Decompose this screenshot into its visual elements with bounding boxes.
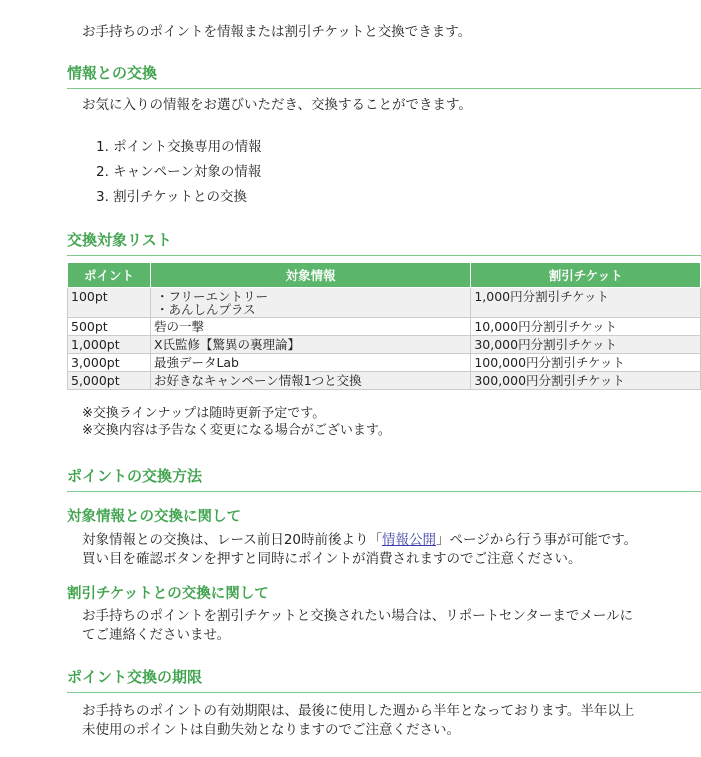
ticket-exchange-subheading: 割引チケットとの交換に関して [67, 586, 269, 602]
cell-ticket: 1,000円分割引チケット [471, 288, 701, 318]
paragraph-line: 買い目を確認ボタンを押すと同時にポイントが消費されますのでご注意ください。 [82, 551, 582, 567]
paragraph-line: お手持ちのポイントの有効期限は、最後に使用した週から半年となっております。半年以上 [82, 703, 635, 719]
exchange-list-heading: 交換対象リスト [67, 229, 701, 256]
cell-info [150, 288, 470, 318]
info-exchange-subheading: 対象情報との交換に関して [67, 509, 241, 525]
note-line: ※交換内容は予告なく変更になる場合がございます。 [82, 423, 391, 438]
note-line: ※交換ラインナップは随時更新予定です。 [82, 406, 326, 421]
ticket-exchange-paragraph [82, 607, 692, 645]
table-header-row [68, 263, 701, 288]
info-exchange-heading: 情報との交換 [67, 62, 701, 89]
paragraph-line: 未使用のポイントは自動失効となりますのでご注意ください。 [82, 722, 460, 738]
exchange-table [67, 262, 701, 390]
cell-points: 1,000pt [68, 336, 151, 354]
cell-info: 砦の一撃 [150, 318, 470, 336]
info-release-link[interactable]: 情報公開 [382, 532, 437, 548]
exchange-notes [82, 405, 391, 439]
info-exchange-paragraph [82, 531, 692, 569]
cell-info: X氏監修【驚異の裏理論】 [150, 336, 470, 354]
cell-points: 500pt [68, 318, 151, 336]
cell-ticket: 30,000円分割引チケット [471, 336, 701, 354]
column-header-ticket: 割引チケット [471, 263, 701, 288]
method-heading: ポイントの交換方法 [67, 465, 701, 492]
table-row [68, 318, 701, 336]
text-after-link: 」ページから行う事が可能です。 [436, 532, 638, 548]
expiry-paragraph [82, 702, 692, 740]
list-item: 3. 割引チケットとの交換 [96, 189, 247, 205]
table-row [68, 372, 701, 390]
expiry-heading: ポイント交換の期限 [67, 666, 701, 693]
info-line: ・フリーエントリー [155, 289, 268, 304]
cell-info: 最強データLab [150, 354, 470, 372]
cell-points: 100pt [68, 288, 151, 318]
cell-ticket: 100,000円分割引チケット [471, 354, 701, 372]
cell-info: お好きなキャンペーン情報1つと交換 [150, 372, 470, 390]
column-header-info: 対象情報 [150, 263, 470, 288]
column-header-points: ポイント [68, 263, 151, 288]
table-row [68, 354, 701, 372]
cell-ticket: 10,000円分割引チケット [471, 318, 701, 336]
table-row [68, 336, 701, 354]
cell-points: 5,000pt [68, 372, 151, 390]
intro-text: お手持ちのポイントを情報または割引チケットと交換できます。 [82, 24, 472, 40]
cell-ticket: 300,000円分割引チケット [471, 372, 701, 390]
table-row [68, 288, 701, 318]
cell-points: 3,000pt [68, 354, 151, 372]
paragraph-line: お手持ちのポイントを割引チケットと交換されたい場合は、リポートセンターまでメールに [82, 608, 634, 624]
paragraph-line [82, 531, 692, 550]
text-before-link: 対象情報との交換は、レース前日20時前後より「 [82, 532, 383, 548]
paragraph-line: てご連絡くださいませ。 [82, 627, 231, 643]
list-item: 1. ポイント交換専用の情報 [96, 139, 262, 155]
list-item: 2. キャンペーン対象の情報 [96, 164, 262, 180]
info-line: ・あんしんプラス [155, 302, 256, 317]
exchange-options-list [96, 137, 262, 212]
info-exchange-description: お気に入りの情報をお選びいただき、交換することができます。 [82, 97, 472, 113]
